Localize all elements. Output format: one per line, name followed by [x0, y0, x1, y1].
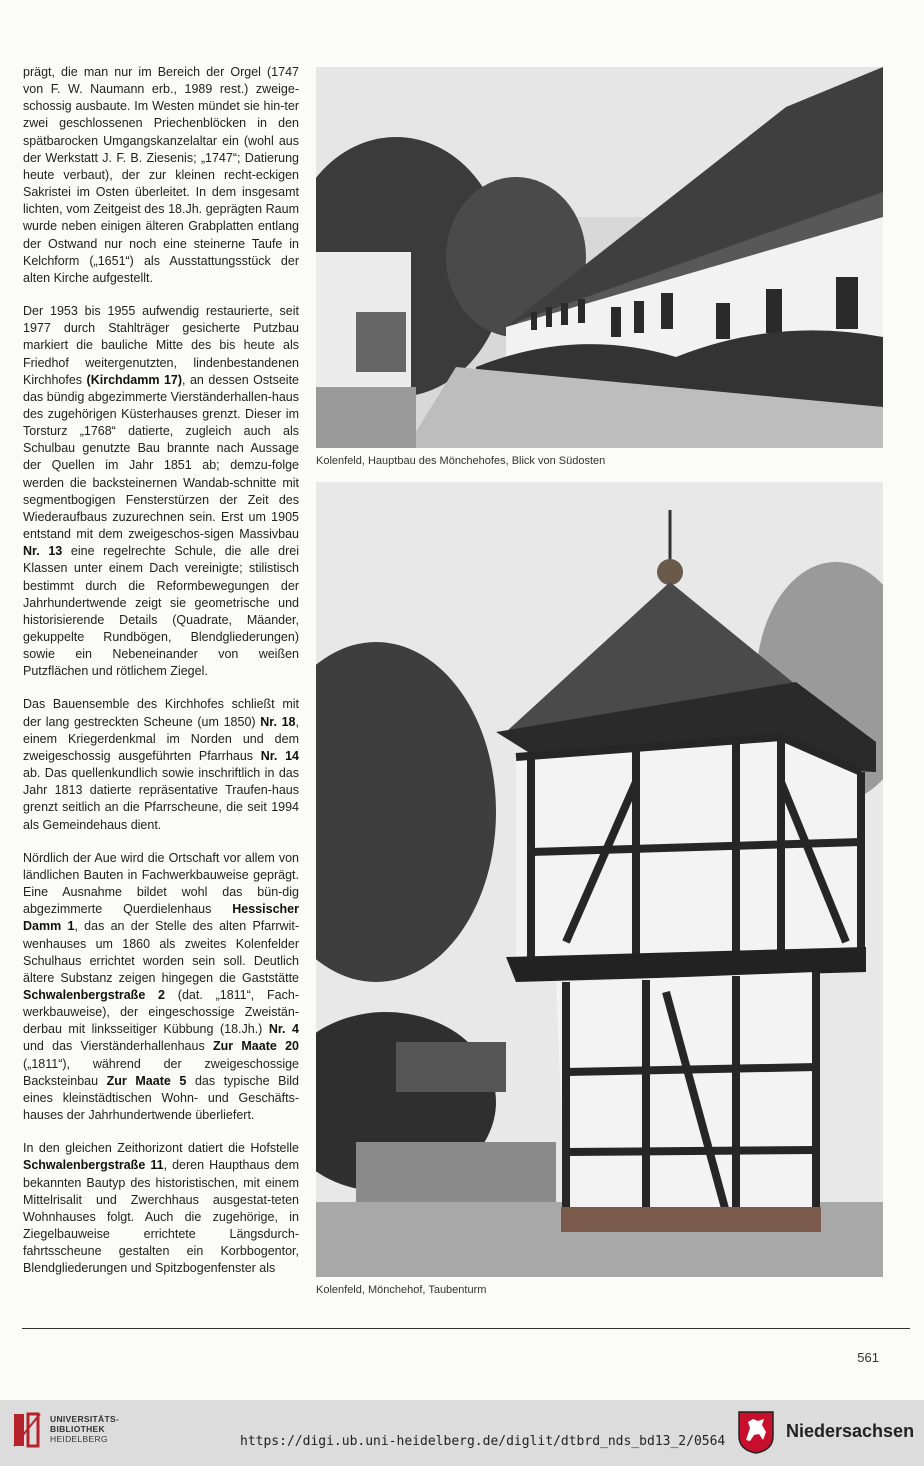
photo-main-building [316, 67, 883, 448]
footer-rule [22, 1328, 910, 1329]
paragraph: Das Bauensemble des Kirchhofes schließt mit der lang gestreckten Scheune (um 1850) Nr. 18, einem Kriegerdenkmal im Norden und dem zweigeschossig ausgeführten Pfarrhaus Nr. 14 ab. Das quellenkundlich sowie inschriftlich in das Jahr 1813 datierte repräsentative Traufen-haus grenzt seitlich an die Pfarrscheune, die seit 1994 als Gemeindehaus dient. [23, 697, 299, 832]
page-number: 561 [857, 1350, 879, 1365]
photo-caption: Kolenfeld, Mönchehof, Taubenturm [316, 1284, 487, 1296]
state-name: Niedersachsen [786, 1421, 915, 1441]
photo-dovecote-tower [316, 482, 883, 1277]
paragraph: Nördlich der Aue wird die Ortschaft vor allem von ländlichen Bauten in Fachwerkbauweise geprägt. Eine Ausnahme bildet wohl das bün-dig abgezimmerte Querdielenhaus Hessischer Damm 1, das an der Stelle des alten Pfarrwit-wenhauses um 1860 als zweites Kolenfelder Schulhaus errichtet worden sein soll. Deutlich ältere Substanz zeigen hingegen die Gaststätte Schwalenbergstraße 2 (dat. „1811“, Fach-werkbauweise), der eingeschossige Zweistän-derbau mit linksseitiger Kübbung (18.Jh.) Nr. 4 und das Vierständerhallenhaus Zur Maate 20 („1811“), während der zweigeschossige Backsteinbau Zur Maate 5 das typische Bild eines kleinstädtischen Wohn- und Geschäfts-hauses der Jahrhundertwende überliefert. [23, 850, 300, 1123]
lower-saxony-horse-icon [737, 1410, 775, 1454]
photo-caption: Kolenfeld, Hauptbau des Mönchehofes, Blick von Südosten [316, 455, 606, 467]
university-library-logo-icon [12, 1410, 42, 1450]
paragraph: In den gleichen Zeithorizont datiert die Hofstelle Schwalenbergstraße 11, deren Haupthaus dem bekannten Bautyp des historistischen, mit einem Mittelrisalit und Zwerchhaus ausgestat-teten Wohnhauses folgt. Auch die zugehörige, in Ziegelbauweise errichtete Längsdurch-fahrtsscheune gestalten ein Korbbogentor, Blendgliederungen und Spitzbogenfenster als [23, 1141, 300, 1276]
text-column [23, 64, 299, 1293]
paragraph: Der 1953 bis 1955 aufwendig restaurierte, seit 1977 durch Stahlträger gesicherte Putzbau markiert die bauliche Mitte des bis heute als Friedhof weitergenutzten, lindenbestandenen Kirchhofes (Kirchdamm 17), an dessen Ostseite das bündig abgezimmerte Vierständerhallen-haus des zugehörigen Küsterhauses grenzt. Dieser im Torsturz „1768“ datierte, zugleich auch als Schulbau genutzte Bau brannte nach Aussage der Quellen im Jahr 1851 ab; demzu-folge werden die backsteinernen Wandab-schnitte mit segmentbogigen Fensterstürzen der Zeit des Wiederaufbaus zuzurechnen sein. Erst um 1905 entstand mit dem zweigeschos-sigen Massivbau Nr. 13 eine regelrechte Schule, die alle drei Klassen unter einem Dach vereinigte; stilistisch bestimmt durch die Reformbewegungen der Jahrhundertwende zeigt sie geometrische und historisierende Details (Quadrate, Mäander, gekuppelte Rundbögen, Blendgliederungen) sowie ein Nebeneinander von weißen Putzflächen und rötlichem Ziegel. [23, 304, 300, 679]
paragraph: prägt, die man nur im Bereich der Orgel (1747 von F. W. Naumann erb., 1989 rest.) zweige-schossig ausbaute. Im Westen mündet sie hin-ter zwei geschlossenen Priechenblöcken in den spätbarocken Umgangskanzelaltar ein (wohl aus der Werkstatt J. F. B. Ziesenis; „1747“; Datierung heute verbaut), der zur kleinen recht-eckigen Sakristei im Osten überleitet. In dem insgesamt lichten, vom Zeitgeist des 18.Jh. geprägten Raum wurde neben einigen älteren Grabplatten entlang der Ostwand nur noch eine steinerne Taufe in Kelchform („1651“) als Ausstattungsstück der alten Kirche aufgestellt. [23, 65, 299, 285]
university-library-name: UNIVERSITÄTS- BIBLIOTHEK HEIDELBERG [50, 1414, 120, 1444]
permalink-url[interactable]: https://digi.ub.uni-heidelberg.de/diglit/dtbrd_nds_bd13_2/0564 [240, 1434, 726, 1449]
